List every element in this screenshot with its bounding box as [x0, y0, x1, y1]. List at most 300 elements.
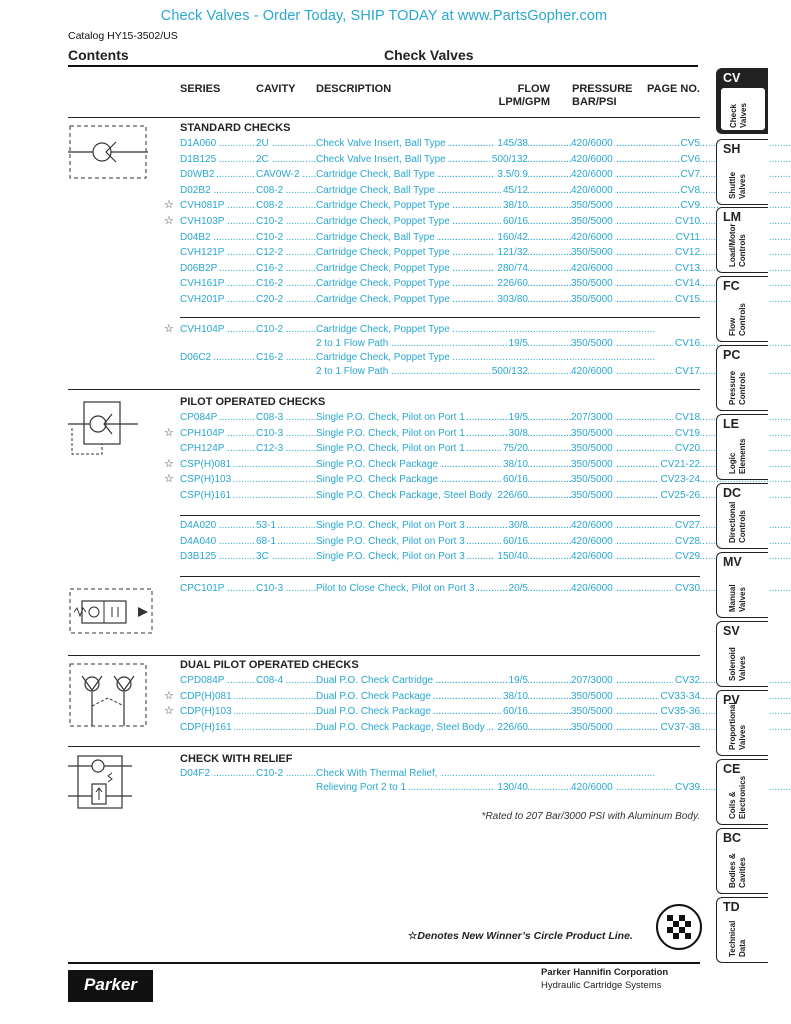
page-cell: CV39 [673, 780, 700, 796]
cavity-cell: C10-3 [256, 426, 285, 442]
tab-label-line: Controls [738, 303, 747, 336]
star-icon: ☆ [164, 473, 174, 486]
page-cell: CV8 [679, 183, 700, 199]
cavity-cell: C20-2 [256, 292, 285, 308]
col-series: SERIES [180, 83, 221, 95]
flow-cell: 38/10 [501, 689, 528, 705]
table-row[interactable] [180, 410, 700, 426]
tab-code: DC [723, 486, 742, 500]
pressure-cell: 420/6000 [571, 549, 615, 565]
pressure-cell: 420/6000 [571, 261, 615, 277]
description-cell: Single P.O. Check Package [316, 457, 440, 473]
table-row[interactable] [180, 230, 700, 246]
series-cell: CVH104P [180, 322, 226, 338]
description-cell: Single P.O. Check, Pilot on Port 3 [316, 549, 467, 565]
description-cell: Dual P.O. Check Package, Steel Body [316, 720, 487, 736]
flow-cell: 19/5 [507, 673, 528, 689]
table-row[interactable] [180, 673, 700, 689]
table-row[interactable] [180, 245, 700, 261]
page-cell: CV23-24 [659, 472, 700, 488]
series-cell: CPH124P [180, 441, 226, 457]
table-row[interactable] [180, 549, 700, 565]
corporation-name: Parker Hannifin Corporation [541, 967, 669, 978]
cavity-cell: CAV0W-2 [256, 167, 302, 183]
table-row[interactable] [164, 689, 700, 705]
series-cell: D4A020 [180, 518, 218, 534]
table-row[interactable] [164, 457, 700, 473]
series-cell: CSP(H)081 [180, 457, 233, 473]
pressure-cell: 350/5000 [571, 720, 615, 736]
section-rule [68, 389, 700, 390]
page-cell: CV18 [673, 410, 700, 426]
series-cell: CDP(H)081 [180, 689, 234, 705]
tab-label-line: Logic [728, 452, 737, 474]
description-cell: Relieving Port 2 to 1 [316, 780, 408, 796]
table-row[interactable] [180, 136, 700, 152]
series-cell: D02B2 [180, 183, 213, 199]
tab-label-line: Cavities [738, 857, 747, 888]
pressure-cell: 350/5000 [571, 704, 615, 720]
col-pressure-line2: BAR/PSI [572, 96, 617, 108]
tab-label [720, 298, 766, 338]
table-row[interactable] [164, 426, 700, 442]
pressure-cell: 207/3000 [571, 673, 615, 689]
table-row[interactable] [180, 581, 700, 597]
tab-mv[interactable] [716, 552, 768, 618]
page-cell: CV15 [673, 292, 700, 308]
star-icon: ☆ [164, 323, 174, 335]
tab-label-line: Controls [738, 234, 747, 267]
flow-cell: 19/5 [507, 336, 528, 352]
parker-logo [68, 970, 153, 1002]
col-cavity: CAVITY [256, 83, 296, 95]
series-cell: CDP(H)103 [180, 704, 234, 720]
series-cell: CDP(H)161 [180, 720, 234, 736]
page-cell: CV25-26 [659, 488, 700, 504]
footnote: *Rated to 207 Bar/3000 PSI with Aluminum Body. [481, 811, 700, 822]
flow-cell: 160/42 [495, 230, 528, 246]
cavity-cell: C10-3 [256, 581, 285, 597]
star-icon: ☆ [164, 215, 174, 227]
pressure-cell: 350/5000 [571, 336, 615, 352]
col-pressure [572, 83, 633, 109]
star-icon: ☆ [164, 426, 174, 439]
flow-cell: 226/60 [495, 276, 528, 292]
tab-label-line: Solenoid [728, 647, 737, 681]
tab-code: PC [723, 348, 741, 362]
cavity-cell: C10-2 [256, 766, 285, 782]
flow-cell: 226/60 [495, 720, 528, 736]
description-cell: Single P.O. Check, Pilot on Port 3 [316, 534, 467, 550]
tab-fc[interactable] [716, 276, 768, 342]
page-cell: CV7 [679, 167, 700, 183]
section-pilot-operated: PILOT OPERATED CHECKS [180, 396, 326, 408]
series-cell: CPD084P [180, 673, 226, 689]
table-row[interactable] [180, 292, 700, 308]
cavity-cell: C10-2 [256, 230, 285, 246]
tab-label-line: Valves [739, 103, 748, 128]
header-rule [68, 65, 698, 67]
page-cell: CV6 [679, 152, 700, 168]
page-cell: CV27 [673, 518, 700, 534]
tab-cv[interactable] [716, 68, 768, 134]
page-cell: CV35-36 [659, 704, 700, 720]
section-dual-pilot: DUAL PILOT OPERATED CHECKS [180, 659, 359, 671]
tab-bc[interactable] [716, 828, 768, 894]
table-row[interactable] [180, 276, 700, 292]
tab-label-line: Directional [728, 501, 737, 543]
cavity-cell: C08-2 [256, 183, 285, 199]
pressure-cell: 350/5000 [571, 276, 615, 292]
tab-code: SH [723, 142, 741, 156]
parker-logo-text: Parker [84, 975, 137, 994]
section-check-relief: CHECK WITH RELIEF [180, 753, 293, 765]
subsection-rule [180, 515, 700, 516]
flow-cell: 121/32 [495, 245, 528, 261]
winners-circle-logo [655, 903, 703, 951]
flow-cell: 60/16 [501, 214, 528, 230]
series-cell: D3B125 [180, 549, 218, 565]
tab-le[interactable] [716, 414, 768, 480]
table-row[interactable] [164, 198, 700, 214]
tab-label-line: Proportional [728, 702, 737, 750]
page-cell: CV12 [673, 245, 700, 261]
table-row[interactable] [180, 152, 700, 168]
tab-label-line: Check [729, 103, 738, 128]
col-page: PAGE NO. [647, 83, 700, 95]
table-row[interactable] [164, 472, 700, 488]
tab-label [720, 161, 766, 201]
star-icon: ☆ [164, 457, 174, 470]
col-pressure-line1: PRESSURE [572, 83, 633, 95]
table-row-continuation[interactable] [180, 364, 700, 380]
section-rule [68, 655, 700, 656]
page-cell: CV28 [673, 534, 700, 550]
page-cell: CV21-22 [659, 457, 700, 473]
division-name: Hydraulic Cartridge Systems [541, 980, 662, 991]
cavity-cell: C08-2 [256, 198, 285, 214]
series-cell: D06C2 [180, 350, 213, 366]
description-cell: Dual P.O. Check Package [316, 704, 433, 720]
tab-label-line: Shuttle [728, 171, 737, 199]
tab-label [720, 436, 766, 476]
table-row[interactable] [180, 720, 700, 736]
page-cell: CV33-34 [659, 689, 700, 705]
cavity-cell: C12-2 [256, 245, 285, 261]
star-icon: ☆ [408, 930, 418, 942]
page-cell: CV29 [673, 549, 700, 565]
winners-circle-text: Denotes New Winner’s Circle Product Line. [417, 930, 633, 942]
order-banner[interactable]: Check Valves - Order Today, SHIP TODAY at www.PartsGopher.com [160, 8, 608, 24]
col-flow-line2: LPM/GPM [498, 96, 550, 108]
tab-dc[interactable] [716, 483, 768, 549]
table-row[interactable] [164, 214, 700, 230]
tab-label-line: Technical [728, 920, 737, 957]
tab-label [720, 643, 766, 683]
flow-cell: 150/40 [495, 549, 528, 565]
series-cell: CVH081P [180, 198, 226, 214]
cavity-cell: 3C [256, 549, 271, 565]
tab-label-line: Coils & [728, 791, 737, 819]
description-cell: Pilot to Close Check, Pilot on Port 3 [316, 581, 476, 597]
pressure-cell: 350/5000 [571, 689, 615, 705]
col-flow [480, 83, 550, 109]
description-cell: Cartridge Check, Ball Type [316, 183, 437, 199]
tab-code: CV [723, 71, 741, 85]
table-row-continuation[interactable] [180, 780, 700, 796]
section-standard-checks: STANDARD CHECKS [180, 122, 291, 134]
cavity-cell: C08-3 [256, 410, 285, 426]
flow-cell: 500/132 [490, 364, 528, 380]
flow-cell: 500/132 [490, 152, 528, 168]
tab-sh[interactable] [716, 139, 768, 205]
flow-cell: 145/38 [495, 136, 528, 152]
cavity-cell: C10-2 [256, 322, 285, 338]
tab-label-line: Valves [738, 725, 747, 750]
table-row[interactable] [180, 518, 700, 534]
page-cell: CV5 [679, 136, 700, 152]
cavity-cell: 53-1 [256, 518, 278, 534]
page-cell: CV14 [673, 276, 700, 292]
tab-label [720, 574, 766, 614]
tab-label [721, 88, 765, 130]
description-cell: Cartridge Check, Poppet Type [316, 350, 452, 366]
table-row[interactable] [180, 488, 700, 504]
series-cell: CSP(H)103 [180, 472, 233, 488]
footer-rule [68, 962, 700, 964]
pressure-cell: 350/5000 [571, 198, 615, 214]
check-relief-symbol [68, 752, 132, 812]
description-cell: 2 to 1 Flow Path [316, 336, 390, 352]
tab-ce[interactable] [716, 759, 768, 825]
col-description: DESCRIPTION [316, 83, 392, 95]
pressure-cell: 420/6000 [571, 780, 615, 796]
tab-label-line: Controls [738, 372, 747, 405]
description-cell: Check Valve Insert, Ball Type [316, 152, 448, 168]
tab-code: PV [723, 693, 740, 707]
pressure-cell: 420/6000 [571, 230, 615, 246]
winners-circle-note [408, 930, 633, 942]
pilot-check-symbol [68, 398, 138, 460]
description-cell: Single P.O. Check, Pilot on Port 3 [316, 518, 467, 534]
tab-pc[interactable] [716, 345, 768, 411]
contents-heading: Contents [68, 47, 129, 63]
tab-label-line: Manual [728, 584, 737, 612]
tab-code: LM [723, 210, 742, 224]
series-cell: CVH161P [180, 276, 226, 292]
table-row[interactable] [180, 261, 700, 277]
page-title: Check Valves [384, 47, 474, 63]
table-row[interactable] [180, 534, 700, 550]
tab-td[interactable] [716, 897, 768, 963]
cavity-cell: 2U [256, 136, 271, 152]
pressure-cell: 350/5000 [571, 488, 615, 504]
tab-label-line: Valves [738, 174, 747, 199]
flow-cell: 75/20 [501, 441, 528, 457]
pressure-cell: 420/6000 [571, 136, 615, 152]
series-cell: CVH121P [180, 245, 226, 261]
star-icon: ☆ [164, 689, 174, 702]
cavity-cell: 2C [256, 152, 271, 168]
tab-label [720, 775, 766, 821]
cavity-cell: C16-2 [256, 276, 285, 292]
page-cell: CV10 [673, 214, 700, 230]
cavity-cell: C16-2 [256, 261, 285, 277]
pressure-cell: 420/6000 [571, 534, 615, 550]
tab-label-line: Flow [728, 317, 737, 336]
description-cell: Cartridge Check, Poppet Type [316, 276, 452, 292]
star-icon: ☆ [164, 199, 174, 212]
description-cell: Dual P.O. Check Package [316, 689, 433, 705]
catalog-number: Catalog HY15-3502/US [68, 30, 178, 42]
cavity-cell: C10-2 [256, 214, 285, 230]
subsection-rule [180, 576, 700, 577]
tab-label [720, 367, 766, 407]
tab-label-line: Electronics [738, 775, 747, 819]
tab-label [720, 223, 766, 269]
flow-cell: 30/8 [507, 518, 528, 534]
page-cell: CV17 [673, 364, 700, 380]
flow-cell: 38/10 [501, 457, 528, 473]
flow-cell: 30/8 [507, 426, 528, 442]
description-cell: Check Valve Insert, Ball Type [316, 136, 448, 152]
pressure-cell: 420/6000 [571, 581, 615, 597]
pressure-cell: 350/5000 [571, 214, 615, 230]
pressure-cell: 207/3000 [571, 410, 615, 426]
tab-label-line: Load/Motor [728, 223, 737, 267]
flow-cell: 3.5/0.9 [495, 167, 528, 183]
description-cell: Single P.O. Check Package [316, 472, 440, 488]
flow-cell: 60/16 [501, 472, 528, 488]
page-cell: CV9 [679, 198, 700, 214]
tab-label [720, 702, 766, 752]
tab-code: MV [723, 555, 742, 569]
description-cell: Cartridge Check, Poppet Type [316, 245, 452, 261]
description-cell: Single P.O. Check, Pilot on Port 1 [316, 410, 467, 426]
page-cell: CV32 [673, 673, 700, 689]
pressure-cell: 350/5000 [571, 245, 615, 261]
tab-lm[interactable] [716, 207, 768, 273]
pressure-cell: 420/6000 [571, 518, 615, 534]
flow-cell: 38/10 [501, 198, 528, 214]
tab-code: TD [723, 900, 740, 914]
pressure-cell: 350/5000 [571, 426, 615, 442]
pressure-cell: 350/5000 [571, 441, 615, 457]
flow-cell: 130/40 [495, 780, 528, 796]
page-cell: CV11 [674, 230, 700, 246]
tab-code: CE [723, 762, 741, 776]
cavity-cell: C08-4 [256, 673, 285, 689]
subsection-rule [180, 317, 700, 318]
description-cell: Single P.O. Check, Pilot on Port 1 [316, 441, 467, 457]
series-cell: D04F2 [180, 766, 212, 782]
flow-cell: 19/5 [507, 410, 528, 426]
pressure-cell: 420/6000 [571, 183, 615, 199]
flow-cell: 280/74 [495, 261, 528, 277]
check-valve-symbol [68, 124, 148, 180]
tab-label [720, 501, 766, 545]
description-cell: Cartridge Check, Poppet Type [316, 198, 452, 214]
page-cell: CV13 [673, 261, 700, 277]
tab-pv[interactable] [716, 690, 768, 756]
description-cell: Single P.O. Check, Pilot on Port 1 [316, 426, 467, 442]
description-cell: Cartridge Check, Ball Type [316, 167, 437, 183]
tab-sv[interactable] [716, 621, 768, 687]
page-cell: CV30 [673, 581, 700, 597]
description-cell: Cartridge Check, Poppet Type [316, 261, 452, 277]
tab-label-line: Valves [738, 587, 747, 612]
tab-code: SV [723, 624, 740, 638]
tab-label-line: Controls [738, 510, 747, 543]
cavity-cell: C12-3 [256, 441, 285, 457]
table-row[interactable] [180, 183, 700, 199]
cavity-cell: C16-2 [256, 350, 285, 366]
tab-label-line: Data [738, 939, 747, 957]
flow-cell: 20/5 [507, 581, 528, 597]
series-cell: CVH103P [180, 214, 226, 230]
pilot-to-close-symbol [68, 585, 158, 641]
flow-cell: 303/80 [495, 292, 528, 308]
description-cell: Dual P.O. Check Cartridge [316, 673, 435, 689]
tab-label-line: Bodies & [728, 853, 737, 888]
tab-label [720, 850, 766, 890]
pressure-cell: 420/6000 [571, 364, 615, 380]
flow-cell: 60/16 [501, 704, 528, 720]
series-cell: CPC101P [180, 581, 226, 597]
flow-cell: 226/60 [495, 488, 528, 504]
description-cell: Cartridge Check, Poppet Type [316, 292, 452, 308]
star-icon: ☆ [164, 705, 174, 718]
pressure-cell: 350/5000 [571, 292, 615, 308]
series-cell: CSP(H)161 [180, 488, 233, 504]
page-cell: CV19 [673, 426, 700, 442]
cavity-cell: 68-1 [256, 534, 278, 550]
flow-cell: 60/16 [501, 534, 528, 550]
series-cell: D1B125 [180, 152, 218, 168]
series-cell: D06B2P [180, 261, 219, 277]
tab-label-line: Elements [738, 438, 747, 474]
pressure-cell: 420/6000 [571, 152, 615, 168]
series-cell: CPH104P [180, 426, 226, 442]
tab-label [720, 919, 766, 959]
page-cell: CV16 [673, 336, 700, 352]
page-cell: CV20 [673, 441, 700, 457]
tab-code: BC [723, 831, 742, 845]
description-cell: Single P.O. Check Package, Steel Body [316, 488, 494, 504]
page-cell: CV37-38 [659, 720, 700, 736]
series-cell: CVH201P [180, 292, 226, 308]
series-cell: D1A060 [180, 136, 218, 152]
description-cell: 2 to 1 Flow Path [316, 364, 390, 380]
series-cell: D4A040 [180, 534, 218, 550]
description-cell: Cartridge Check, Poppet Type [316, 322, 452, 338]
col-flow-line1: FLOW [517, 83, 550, 95]
pressure-cell: 350/5000 [571, 457, 615, 473]
pressure-cell: 420/6000 [571, 167, 615, 183]
series-cell: CP084P [180, 410, 219, 426]
description-cell: Check With Thermal Relief, [316, 766, 440, 782]
tab-code: FC [723, 279, 740, 293]
section-rule [68, 117, 700, 118]
pressure-cell: 350/5000 [571, 472, 615, 488]
table-row[interactable] [180, 167, 700, 183]
series-cell: D04B2 [180, 230, 213, 246]
table-row[interactable] [180, 441, 700, 457]
table-row[interactable] [164, 704, 700, 720]
tab-code: LE [723, 417, 739, 431]
tab-label-line: Pressure [728, 370, 737, 405]
description-cell: Cartridge Check, Ball Type [316, 230, 437, 246]
